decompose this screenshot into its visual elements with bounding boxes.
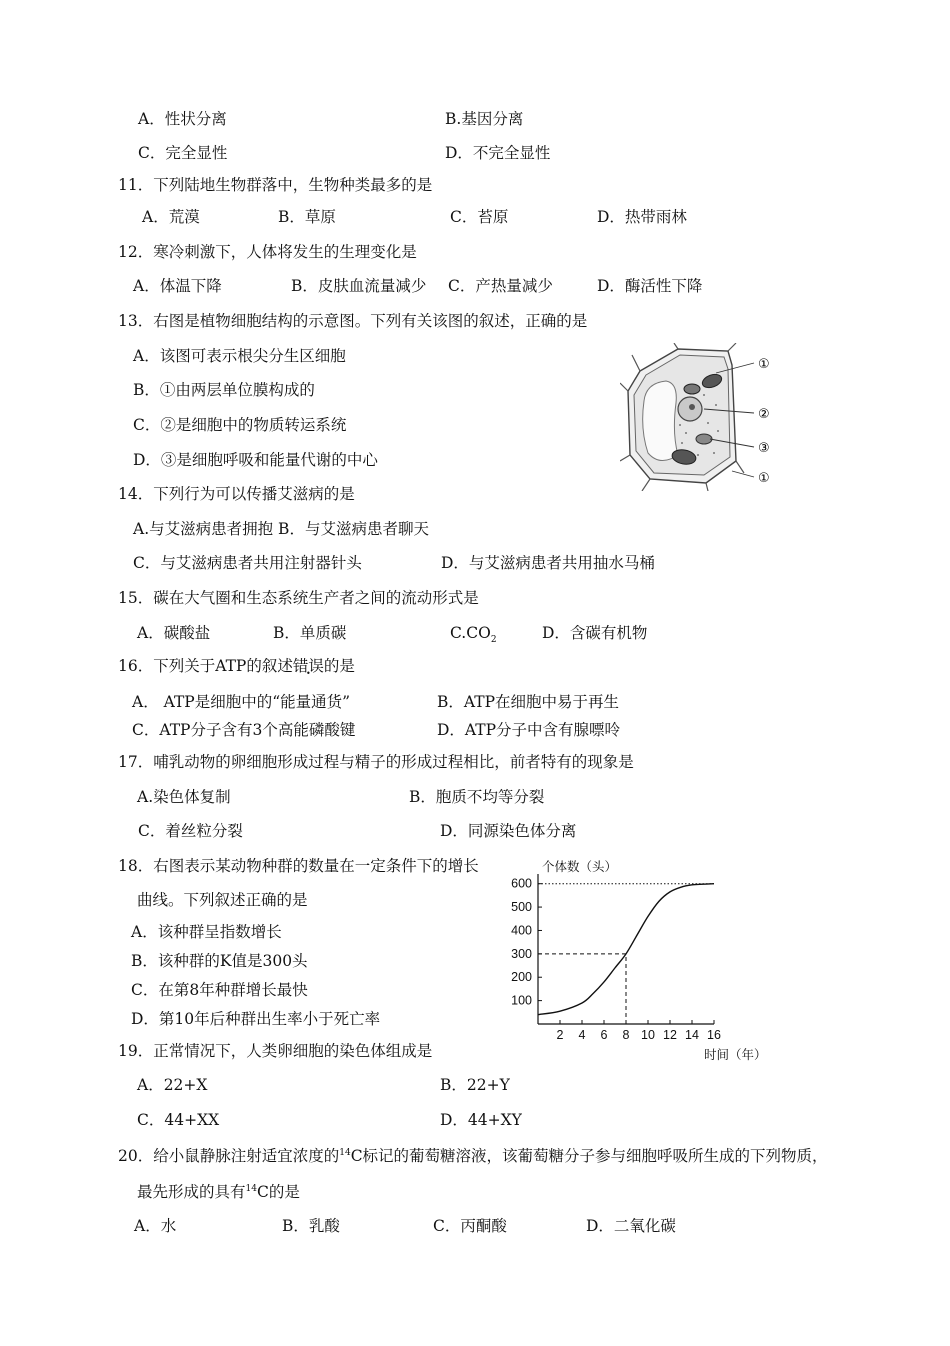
chart-y-tick-label: 600 [511,876,532,891]
chart-x-tick-label: 4 [578,1028,586,1042]
q15-option-c: $C.CO_2$ [450,624,497,646]
q11-option-a: A．荒漠 [142,208,200,226]
q13-option-b: B．①由两层单位膜构成的 [133,381,315,399]
q15-option-d: D．含碳有机物 [542,624,648,642]
q15-option-b: B．单质碳 [273,624,347,642]
chart-x-tick-label: 6 [600,1028,608,1042]
chart-y-tick-label: 300 [511,946,532,961]
q19-option-c: C．44+XX [137,1111,220,1129]
q14-option-c: C．与艾滋病患者共用注射器针头 [133,554,362,572]
q18-option-d: D．第10年后种群出生率小于死亡率 [131,1010,381,1028]
q11-option-b: B．草原 [278,208,336,226]
cell-label-1-top: ① [758,357,770,372]
q18-stem-line1: 18．右图表示某动物种群的数量在一定条件下的增长 [118,857,479,875]
q16-option-c: C．ATP分子含有3个高能磷酸键 [132,721,356,739]
q16-option-d: D．ATP分子中含有腺嘌呤 [437,721,621,739]
q13-option-d: D．③是细胞呼吸和能量代谢的中心 [133,451,378,469]
q10-option-a: A．性状分离 [138,110,227,128]
chart-x-tick-label: 10 [641,1028,655,1042]
q19-option-b: B．22+Y [440,1076,510,1094]
q10-option-c: C．完全显性 [138,144,228,162]
chart-x-tick-label: 14 [685,1028,699,1042]
q17-option-c: C．着丝粒分裂 [138,822,243,840]
q16-stem: 16．下列关于ATP的叙述错误的是 [118,657,355,675]
q10-option-d: D．不完全显性 [445,144,551,162]
chart-y-tick-label: 100 [511,993,532,1008]
q10-option-b: B.基因分离 [445,110,524,128]
chart-y-tick-label: 200 [511,970,532,985]
q17-option-d: D．同源染色体分离 [440,822,577,840]
q12-stem: 12．寒冷刺激下，人体将发生的生理变化是 [118,243,417,261]
chart-x-tick-label: 12 [663,1028,677,1042]
q18-option-b: B．该种群的K值是300头 [131,952,308,970]
q20-option-d: D．二氧化碳 [586,1217,676,1235]
q16-option-a: A． ATP是细胞中的“能量通货” [132,693,351,711]
q13-option-c: C．②是细胞中的物质转运系统 [133,416,347,434]
chart-xlabel: 时间（年） [704,1048,767,1062]
chart-ylabel: 个体数（头） [542,860,618,874]
q17-option-a: A.染色体复制 [137,788,231,806]
q11-stem: 11．下列陆地生物群落中，生物种类最多的是 [118,176,433,194]
q16-emphasis: 错误 [292,657,324,675]
q14-option-ab: A.与艾滋病患者拥抱 B．与艾滋病患者聊天 [133,520,429,538]
q14-option-d: D．与艾滋病患者共用抽水马桶 [441,554,655,572]
q19-option-d: D．44+XY [440,1111,522,1129]
chart-x-tick-label: 2 [556,1028,564,1042]
cell-label-1-bottom: ① [758,471,770,486]
q18-option-c: C．在第8年种群增长最快 [131,981,308,999]
q20-stem-line2: 最先形成的具有$^{14}$C的是 [137,1183,300,1201]
q20-option-c: C．丙酮酸 [433,1217,507,1235]
q18-stem-line2: 曲线。下列叙述正确的是 [137,891,308,909]
q20-stem-line1: 20．给小鼠静脉注射适宜浓度的$^{14}$C标记的葡萄糖溶液，该葡萄糖分子参与细胞呼吸所生成的下列物质， [118,1147,828,1165]
q11-option-d: D．热带雨林 [597,208,687,226]
q17-stem: 17．哺乳动物的卵细胞形成过程与精子的形成过程相比，前者特有的现象是 [118,753,634,771]
chart-x-tick-label: 16 [707,1028,721,1042]
q13-option-a: A．该图可表示根尖分生区细胞 [133,347,346,365]
q14-stem: 14．下列行为可以传播艾滋病的是 [118,485,355,503]
chart-y-tick-label: 400 [511,923,532,938]
chart-y-tick-label: 500 [511,900,532,915]
q12-option-b: B．皮肤血流量减少 [291,277,427,295]
q19-stem: 19．正常情况下，人类卵细胞的染色体组成是 [118,1042,433,1060]
q15-option-a: A．碳酸盐 [137,624,211,642]
cell-label-2: ② [758,407,770,422]
q11-option-c: C．苔原 [450,208,509,226]
q13-stem: 13．右图是植物细胞结构的示意图。下列有关该图的叙述，正确的是 [118,312,588,330]
q12-option-c: C．产热量减少 [448,277,553,295]
q17-option-b: B．胞质不均等分裂 [409,788,545,806]
q15-stem: 15．碳在大气圈和生态系统生产者之间的流动形式是 [118,589,479,607]
q16-option-b: B．ATP在细胞中易于再生 [437,693,620,711]
q19-option-a: A．22+X [137,1076,208,1094]
cell-label-3: ③ [758,441,770,456]
population-growth-chart [500,852,790,1072]
q12-option-d: D．酶活性下降 [597,277,703,295]
q12-option-a: A．体温下降 [133,277,222,295]
q18-option-a: A．该种群呈指数增长 [131,923,282,941]
q20-option-a: A．水 [134,1217,177,1235]
plant-cell-figure [620,343,785,491]
chart-x-tick-label: 8 [622,1028,630,1042]
q20-option-b: B．乳酸 [282,1217,340,1235]
